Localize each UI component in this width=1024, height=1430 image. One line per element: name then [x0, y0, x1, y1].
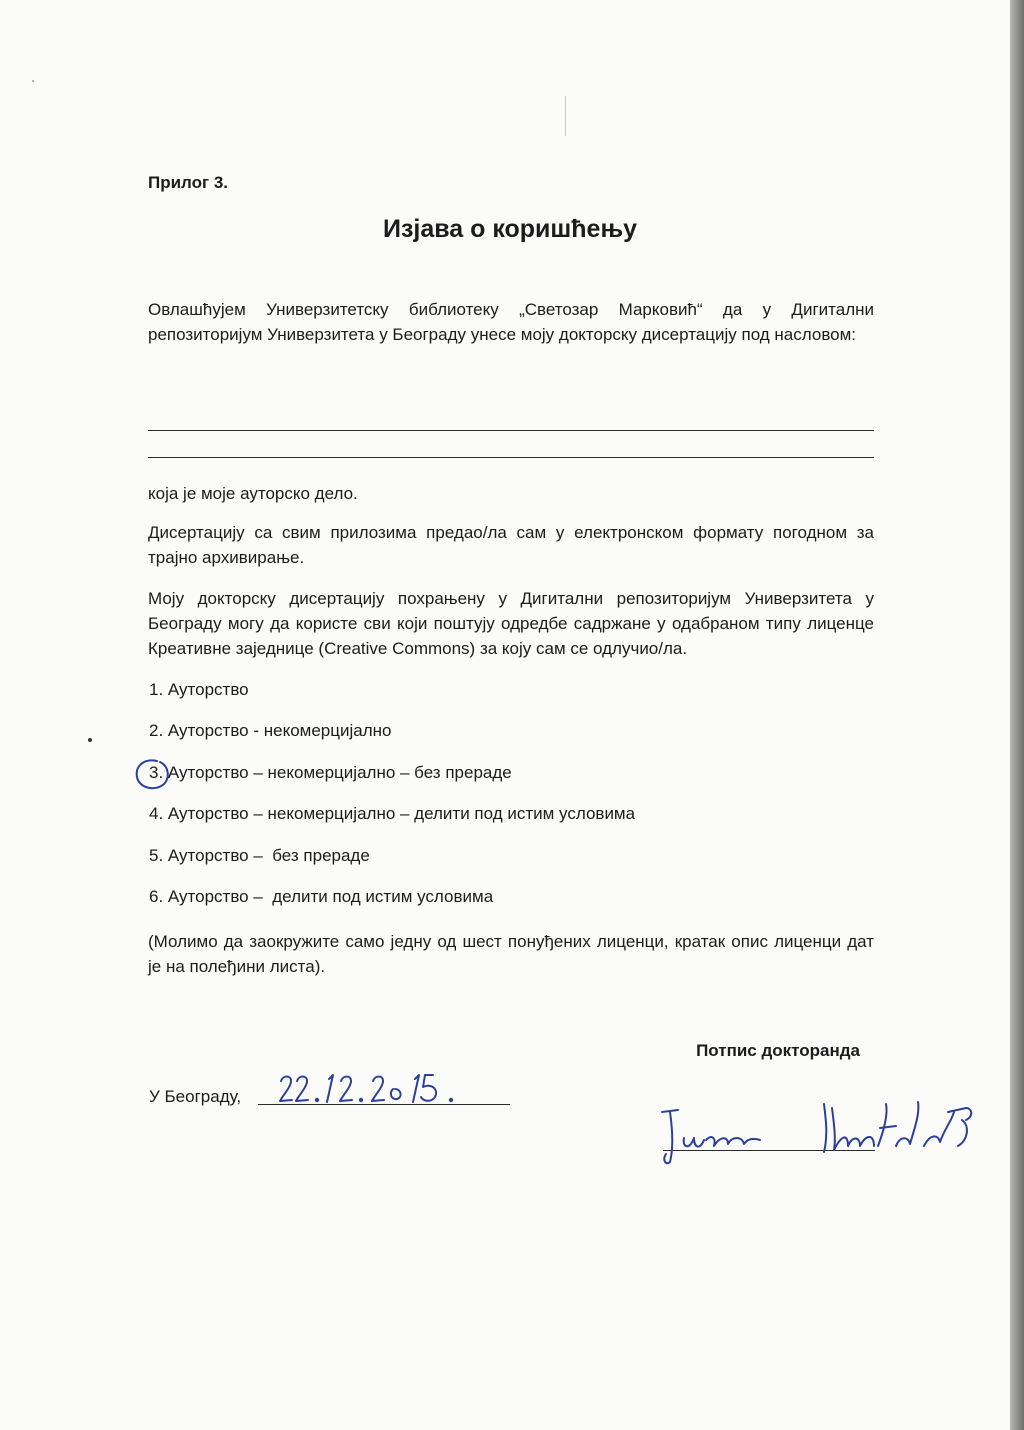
license-option-6: 6. Ауторство – делити под истим условима — [149, 887, 494, 906]
intro-paragraph: Овлашћујем Универзитетску библиотеку „Светозар Марковић“ да у Дигитални репозиторијум Универзитета у Београду унесе моју докторску дисертацију под насловом: — [148, 300, 874, 344]
dissertation-title-line-2 — [148, 457, 874, 458]
scan-speck — [565, 96, 566, 136]
instruction-note: (Молимо да заокружите само једну од шест понуђених лиценци, кратак опис лиценци дат је на полеђини листа). — [148, 932, 874, 976]
place-label: У Београду, — [149, 1087, 242, 1106]
submission-statement: Дисертацију са свим прилозима предао/ла сам у електронском формату погодном за трајно архивирање. — [148, 523, 874, 567]
document-title: Изјава о коришћењу — [382, 215, 638, 243]
signature-label: Потпис докторанда — [696, 1041, 860, 1060]
scan-edge-shadow — [1010, 0, 1024, 1430]
scan-speck — [32, 80, 34, 82]
scan-speck — [88, 738, 92, 742]
license-paragraph: Моју докторску дисертацију похрањену у Дигитални репозиторијум Универзитета у Београду могу да користе сви који поштују одредбе садржане у одабраном типу лиценце Креативне заједнице (Creative Commons) за коју сам се одлучио/ла. — [148, 589, 874, 658]
license-option-4: 4. Ауторство – некомерцијално – делити под истим условима — [149, 804, 636, 823]
selection-circle-icon — [133, 758, 171, 792]
authorship-statement: која је моје ауторско дело. — [148, 484, 358, 503]
attachment-label: Прилог 3. — [148, 173, 228, 192]
handwritten-date — [275, 1067, 475, 1111]
signature-icon — [648, 1090, 988, 1170]
license-option-5: 5. Ауторство – без прераде — [149, 846, 370, 865]
license-option-3: 3. Ауторство – некомерцијално – без прераде — [149, 763, 512, 782]
license-option-1: 1. Ауторство — [149, 680, 249, 699]
dissertation-title-line-1 — [148, 430, 874, 431]
license-option-2: 2. Ауторство - некомерцијално — [149, 721, 392, 740]
